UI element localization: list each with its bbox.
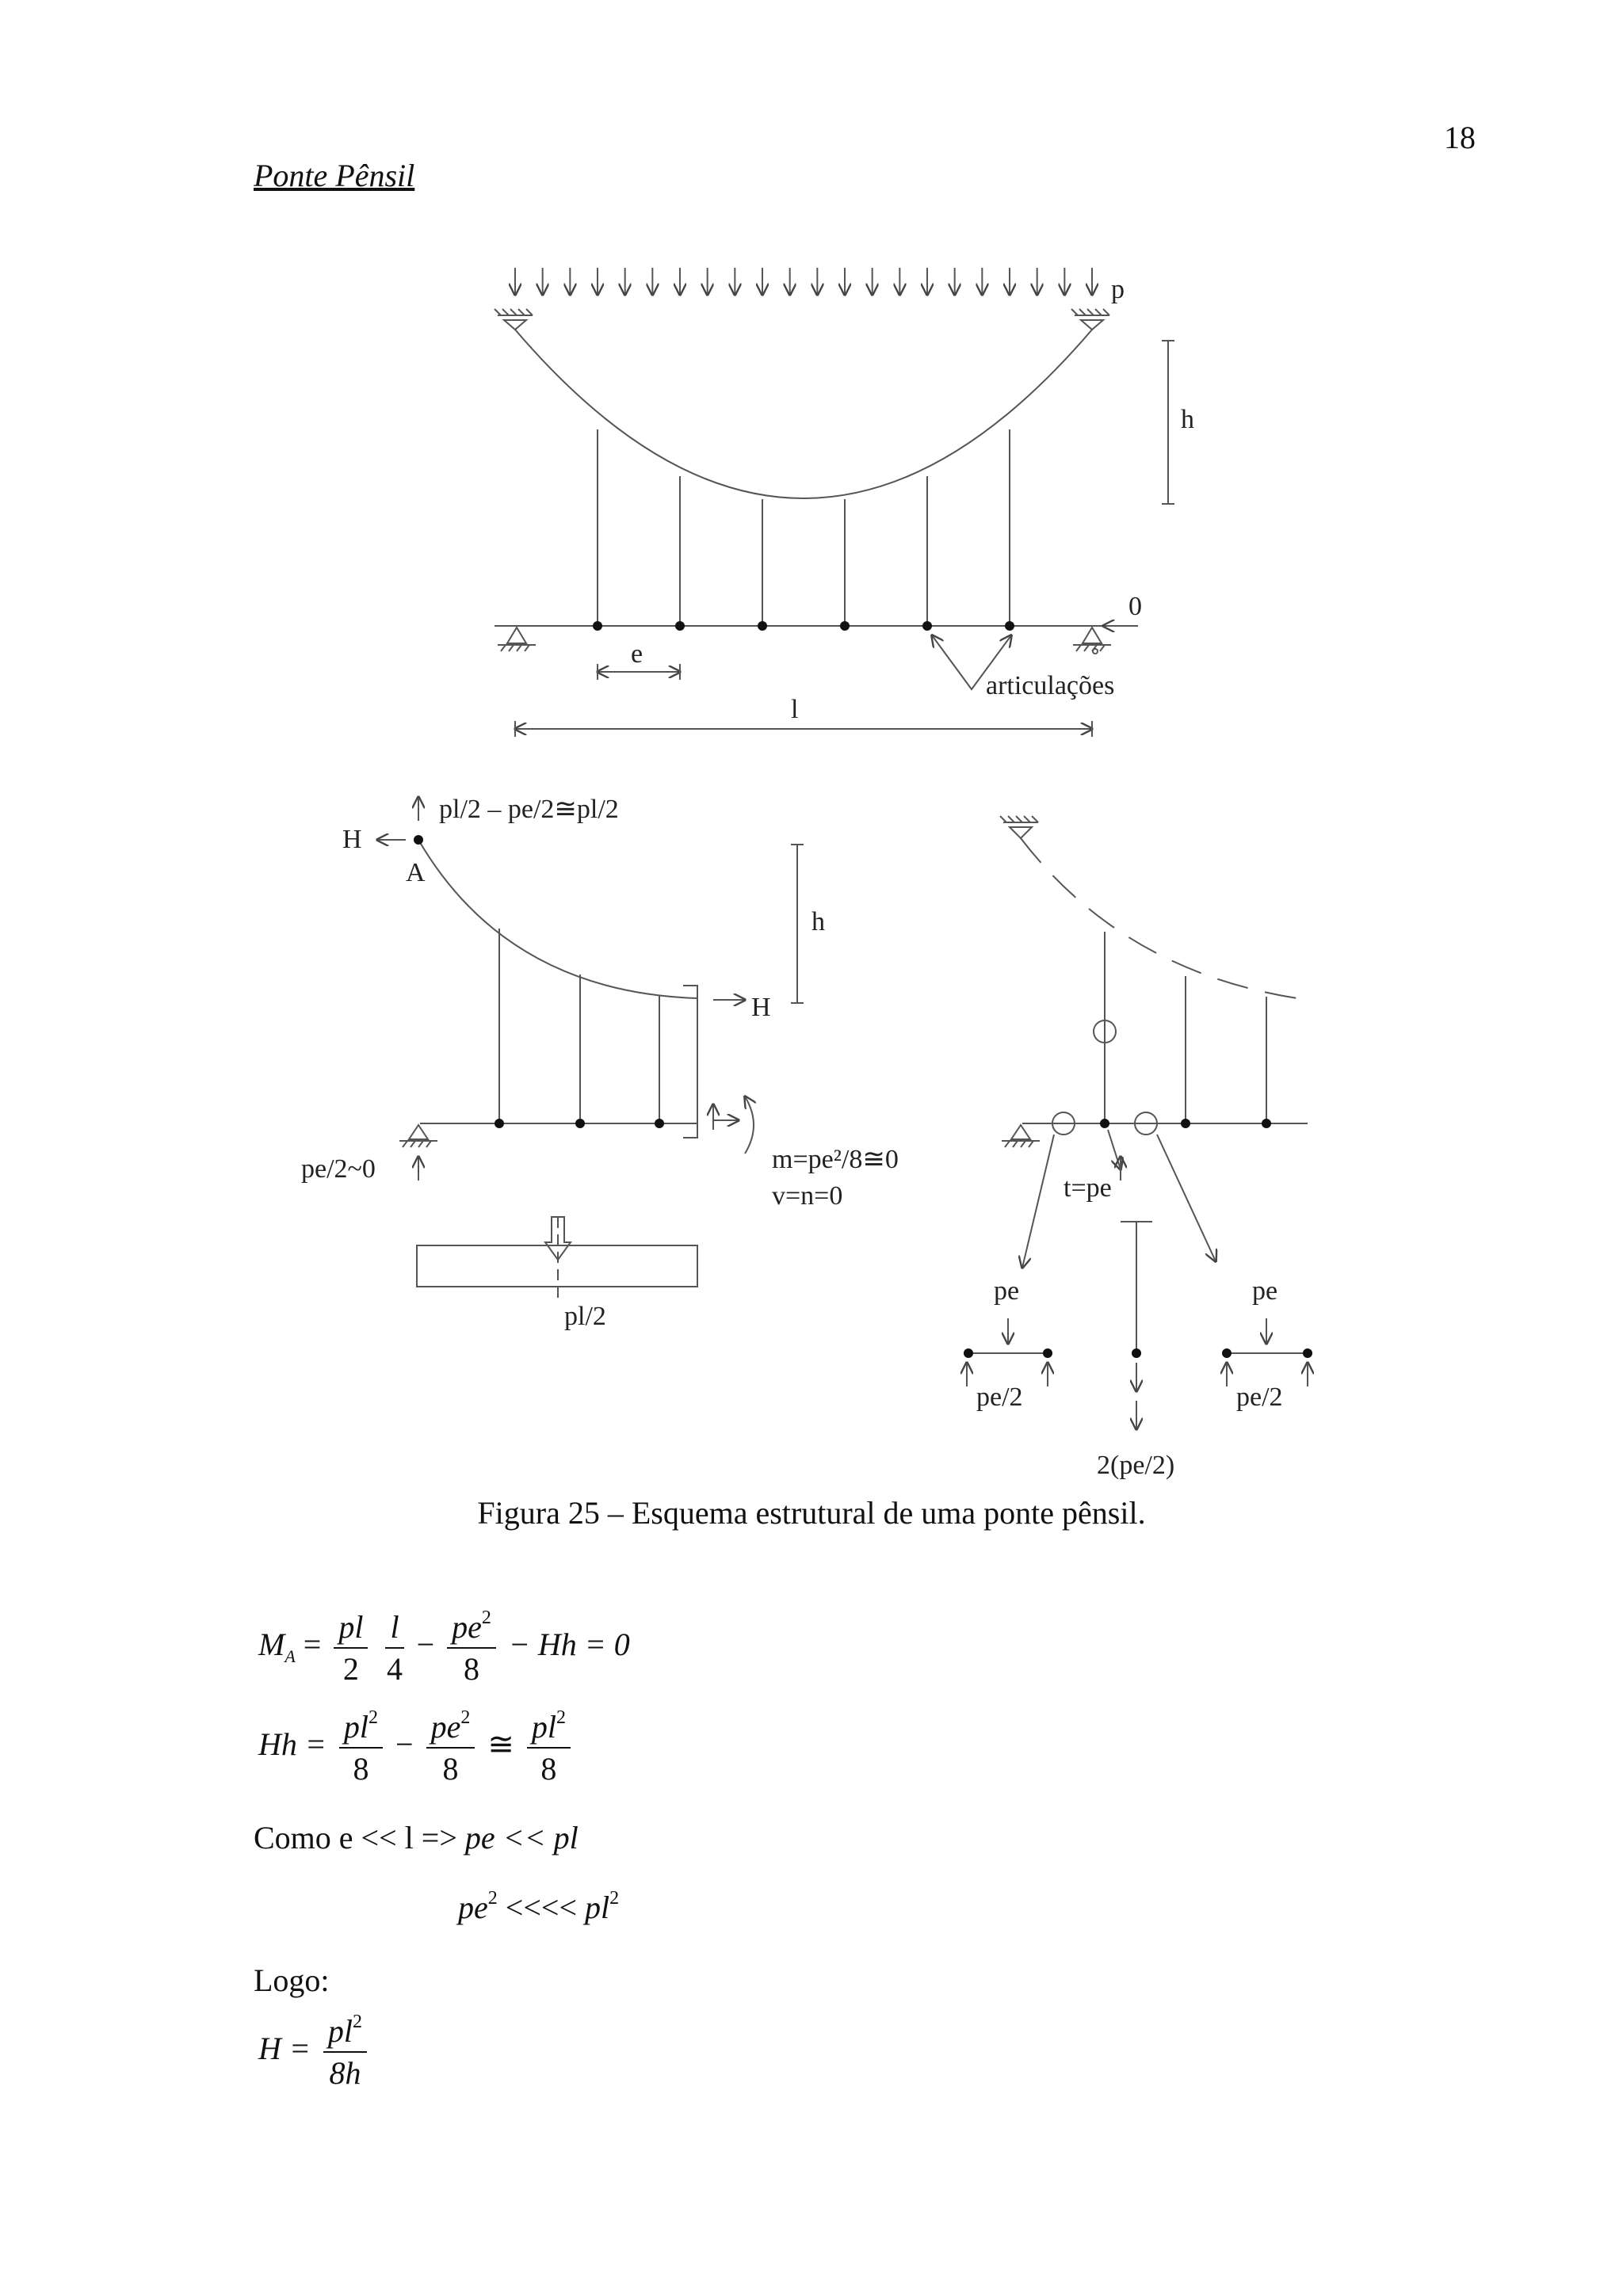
sag-label: h [1181,405,1194,434]
eq1-sub: A [285,1646,296,1667]
eq1-frac1: $\frac{pl}{2}$ [334,1608,368,1688]
span-label: l [791,695,799,724]
cable-support-right [1071,309,1109,330]
eq2-lhs: Hh = [258,1726,334,1763]
logo-text: Logo: [254,1962,330,1998]
left-diagram [377,797,804,1299]
reaction-bottom-label: pe/2~0 [301,1154,376,1184]
main-cable [515,330,1092,498]
section-title: Ponte Pênsil [254,158,415,193]
equation-moment-a [258,1608,630,1688]
point-a-label: A [406,858,426,887]
eq2-frac1: $\frac{pl^2}{8}$ [339,1708,383,1787]
eq1-frac2: $\frac{l}{4}$ [387,1609,403,1687]
pe-right-label: pe [1252,1276,1278,1306]
horizontal-left-label: H [342,825,362,854]
page-number: 18 [1444,120,1476,155]
spacing-label: e [631,639,643,669]
distributed-load-arrows [515,268,1092,295]
shear-normal-label: v=n=0 [772,1181,843,1211]
eq2-frac2: $\frac{pe^2}{8}$ [426,1708,475,1787]
como-line [254,1819,579,1856]
double-label: 2(pe/2) [1097,1451,1175,1480]
figure-caption: Figura 25 – Esquema estrutural de uma ponte pênsil. [477,1495,1146,1531]
deck-support-right [1073,627,1111,654]
eq1-minus: − [416,1627,435,1663]
eq1-tail: − Hh = 0 [508,1627,630,1663]
eq2-minus: − [395,1726,414,1763]
pe-left-label: pe [994,1276,1020,1306]
right-joints [964,1119,1312,1358]
deck-support-left [498,627,536,651]
half-right-label: pe/2 [1236,1383,1283,1412]
como-math: pe << pl [464,1820,579,1855]
tension-label: t=pe [1064,1173,1112,1203]
eq2-approx: ≅ [487,1726,514,1763]
beam-load-label: pl/2 [564,1302,606,1331]
eq1-eq: = [295,1627,330,1663]
end-force-label: 0 [1128,592,1142,621]
equation-inequality: $pe^2$ <<<< $pl^2$ [458,1887,620,1925]
load-label: p [1111,275,1125,304]
moment-label: m=pe²/8≅0 [772,1145,899,1174]
eq1-lhs: M [258,1627,285,1663]
horizontal-right-label: H [751,993,771,1022]
como-text: Como e << l => [254,1820,465,1855]
half-cable [418,840,697,998]
half-left-label: pe/2 [976,1383,1023,1412]
top-diagram [495,268,1174,737]
equation-h: H = $\frac{pl^2}{8h}$ [258,2012,372,2092]
reaction-top-label: pl/2 – pe/2≅pl/2 [439,795,619,824]
eq1-frac3: $\frac{pe^2}{8}$ [447,1608,496,1688]
right-diagram [967,816,1308,1429]
cable-support-left [495,309,533,330]
equation-hh [258,1708,575,1787]
eq2-frac3: $\frac{pl^2}{8}$ [527,1708,571,1787]
left-sag-label: h [812,907,825,936]
joints-label: articulações [986,671,1115,700]
left-joints [414,835,664,1128]
